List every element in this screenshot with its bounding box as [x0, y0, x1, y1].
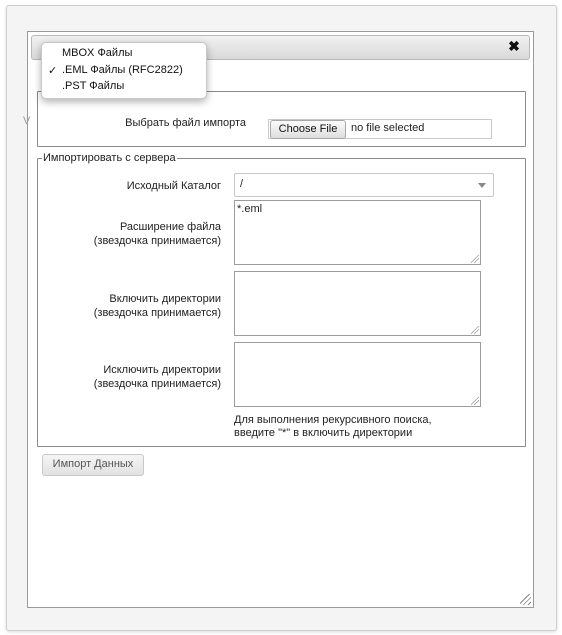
- server-legend: Импортировать с сервера: [43, 152, 176, 164]
- catalog-label: Исходный Каталог: [126, 180, 221, 192]
- include-label-line2: (звездочка принимается): [93, 307, 221, 319]
- server-fieldset: [37, 152, 526, 447]
- menu-item-eml[interactable]: .EML Файлы (RFC2822): [62, 64, 183, 76]
- close-icon[interactable]: ✖: [508, 38, 520, 54]
- import-dialog: [23, 31, 534, 608]
- hint-line2: введите "*" в включить директории: [234, 427, 413, 439]
- extension-label: [58, 220, 221, 248]
- include-label: [58, 292, 221, 320]
- include-field[interactable]: [234, 271, 481, 336]
- choose-file-button[interactable]: Choose File: [270, 120, 346, 139]
- hint-line1: Для выполнения рекурсивного поиска,: [234, 414, 432, 426]
- format-menu: [41, 42, 207, 99]
- exclude-label: [58, 363, 221, 391]
- menu-item-mbox[interactable]: MBOX Файлы: [62, 47, 133, 59]
- exclude-label-line1: Исключить директории: [103, 364, 221, 376]
- file-input[interactable]: [268, 119, 492, 139]
- file-status: no file selected: [351, 122, 425, 134]
- recursive-hint: [234, 414, 432, 440]
- upload-label: Выбрать файл импорта: [125, 117, 246, 129]
- check-icon: ✓: [48, 65, 58, 77]
- background-fragment: V: [23, 115, 31, 127]
- catalog-value: /: [240, 178, 244, 190]
- include-label-line1: Включить директории: [109, 293, 221, 305]
- menu-item-pst[interactable]: .PST Файлы: [62, 80, 125, 92]
- exclude-field[interactable]: [234, 342, 481, 407]
- extension-label-line1: Расширение файла: [119, 221, 221, 233]
- exclude-label-line2: (звездочка принимается): [93, 378, 221, 390]
- textarea-resize-handle[interactable]: [471, 397, 479, 405]
- extension-field[interactable]: [234, 200, 481, 265]
- textarea-resize-handle[interactable]: [471, 255, 479, 263]
- catalog-select[interactable]: [234, 173, 494, 197]
- chevron-down-icon: [478, 183, 486, 188]
- extension-value: *.eml: [237, 203, 263, 215]
- dialog-resize-handle[interactable]: [520, 594, 531, 605]
- extension-label-line2: (звездочка принимается): [93, 235, 221, 247]
- upload-fieldset: [37, 91, 526, 147]
- textarea-resize-handle[interactable]: [471, 326, 479, 334]
- import-data-button[interactable]: Импорт Данных: [42, 454, 144, 476]
